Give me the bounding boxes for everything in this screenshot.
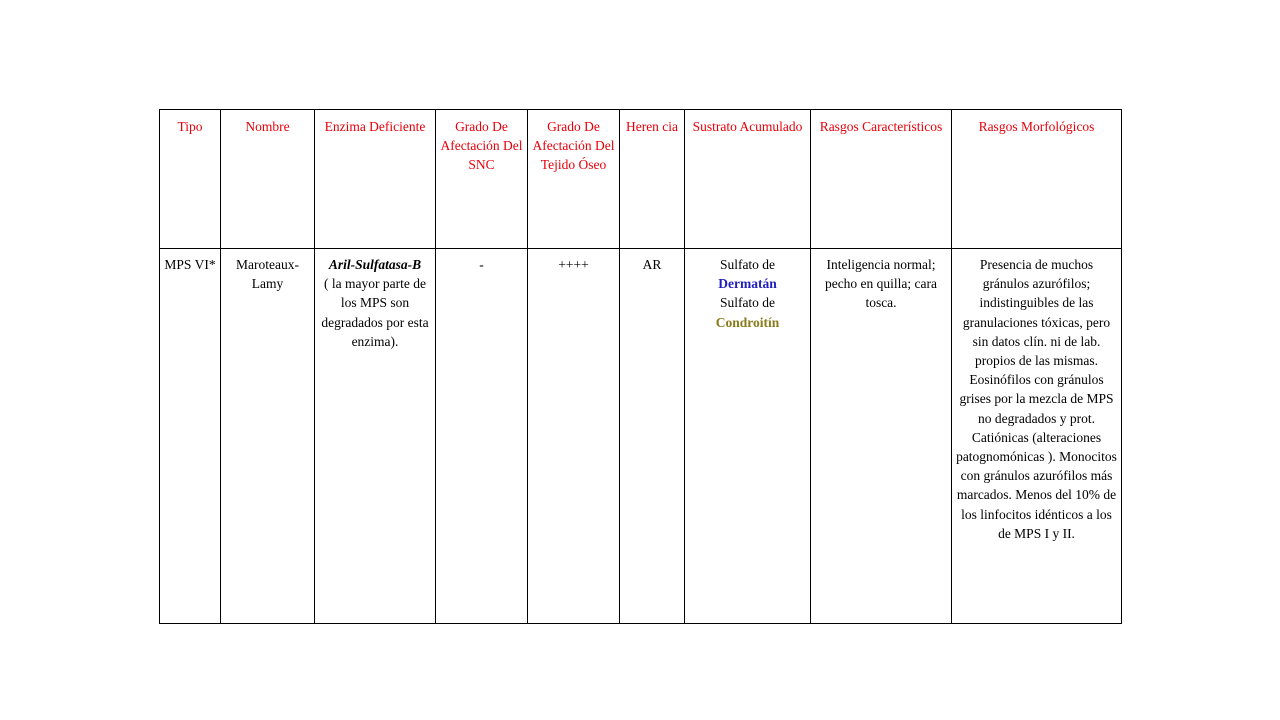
cell-nombre: Maroteaux-Lamy: [221, 249, 315, 624]
header-tipo: Tipo: [160, 110, 221, 249]
header-rasgos-morfologicos: Rasgos Morfológicos: [952, 110, 1122, 249]
enzima-note: ( la mayor parte de los MPS son degradados por esta enzima).: [321, 276, 429, 349]
cell-oseo: ++++: [528, 249, 620, 624]
cell-rasgos-caracteristicos: Inteligencia normal; pecho en quilla; cara tosca.: [811, 249, 952, 624]
sustrato-dermatan: Dermatán: [718, 276, 777, 292]
header-herencia: Heren cia: [620, 110, 685, 249]
enzima-name: Aril-Sulfatasa-B: [328, 257, 422, 272]
mps-table: [159, 109, 1122, 624]
sustrato-2-prefix: Sulfato de: [719, 295, 776, 311]
sustrato-1-prefix: Sulfato de: [719, 257, 776, 272]
header-sustrato: Sustrato Acumulado: [685, 110, 811, 249]
cell-sustrato: [685, 249, 811, 624]
cell-rasgos-morfologicos: Presencia de muchos gránulos azurófilos; indistinguibles de las granulaciones tóxicas, pero sin datos clín. ni de lab. propios de las mismas. Eosinófilos con gránulos grises por la mezcla de MPS no degradados y prot. Catiónicas (alteraciones patognomónicas ). Monocitos con gránulos azurófilos más marcados. Menos del 10% de los linfocitos idénticos a los de MPS I y II.: [952, 249, 1122, 624]
cell-tipo: MPS VI*: [160, 249, 221, 624]
cell-herencia: AR: [620, 249, 685, 624]
sustrato-condroitin: Condroitín: [715, 314, 780, 330]
header-enzima: Enzima Deficiente: [315, 110, 436, 249]
cell-snc: -: [436, 249, 528, 624]
header-rasgos-caracteristicos: Rasgos Característicos: [811, 110, 952, 249]
cell-enzima: [315, 249, 436, 624]
header-oseo: Grado De Afectación Del Tejido Óseo: [528, 110, 620, 249]
header-snc: Grado De Afectación Del SNC: [436, 110, 528, 249]
header-nombre: Nombre: [221, 110, 315, 249]
header-row: [160, 110, 1122, 249]
table-row: [160, 249, 1122, 624]
